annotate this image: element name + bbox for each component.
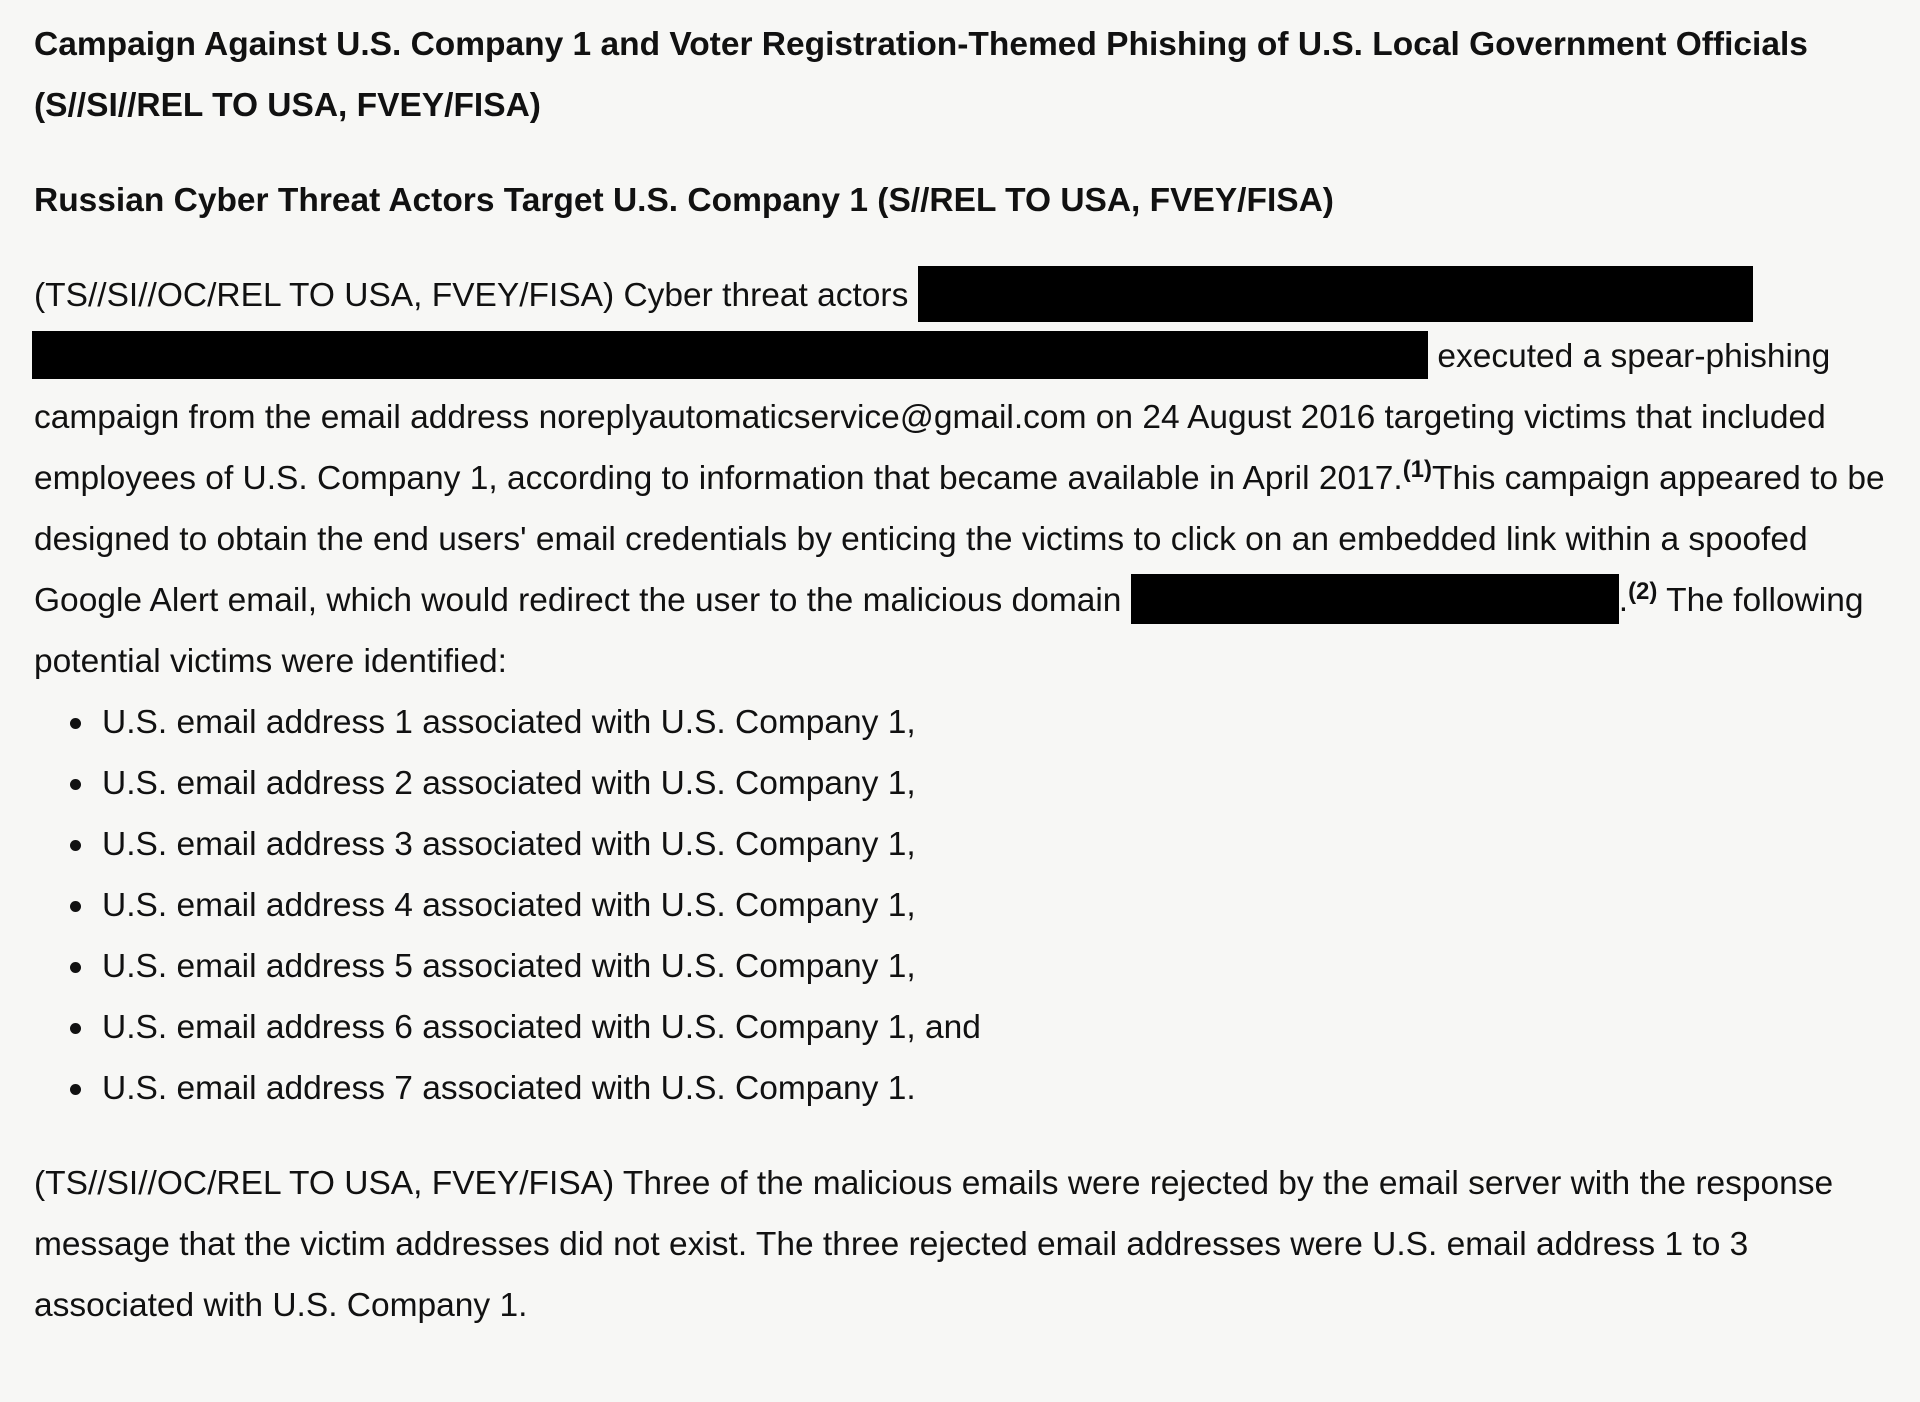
paragraph-1-part-1: (TS//SI//OC/REL TO USA, FVEY/FISA) Cyber threat actors xyxy=(34,277,909,314)
paragraph-1-part-2: executed a spear-phishing campaign from the email address noreplyautomaticservice@gmail.com on 24 August 2016 targeting victims that included employees of U.S. Company 1, according to information that became available in April 2017. xyxy=(34,338,1831,497)
section-heading: Campaign Against U.S. Company 1 and Voter Registration-Themed Phishing of U.S. Local Government Officials (S//SI//REL TO USA, FVEY/FISA) xyxy=(34,26,1808,124)
redaction-block-1 xyxy=(918,266,1753,322)
list-item-text: U.S. email address 7 associated with U.S. Company 1. xyxy=(102,1070,916,1107)
bullet-icon xyxy=(70,1084,81,1095)
list-item xyxy=(34,936,1894,997)
list-item-text: U.S. email address 3 associated with U.S. Company 1, xyxy=(102,826,916,863)
footnote-ref-1: (1) xyxy=(1402,456,1433,483)
paragraph-1-part-5: The following potential victims were identified: xyxy=(34,582,1864,680)
subsection-heading: Russian Cyber Threat Actors Target U.S. Company 1 (S//REL TO USA, FVEY/FISA) xyxy=(34,182,1334,219)
redaction-block-2 xyxy=(32,331,1428,379)
paragraph-1-part-3: This campaign appeared to be designed to obtain the end users' email credentials by enticing the victims to click on an embedded link within a spoofed Google Alert email, which would redirect the user to the malicious domain xyxy=(34,460,1885,619)
list-item-text: U.S. email address 4 associated with U.S. Company 1, xyxy=(102,887,916,924)
victim-list xyxy=(34,692,1894,1119)
bullet-icon xyxy=(70,718,81,729)
list-item-text: U.S. email address 2 associated with U.S. Company 1, xyxy=(102,765,916,802)
footnote-ref-2: (2) xyxy=(1628,578,1658,605)
paragraph-2: (TS//SI//OC/REL TO USA, FVEY/FISA) Three of the malicious emails were rejected by the email server with the response message that the victim addresses did not exist. The three rejected email addresses were U.S. email address 1 to 3 associated with U.S. Company 1. xyxy=(34,1165,1834,1324)
list-item xyxy=(34,997,1894,1058)
paragraph-1-part-4: . xyxy=(1618,582,1629,619)
paragraph-1 xyxy=(34,265,1894,692)
bullet-icon xyxy=(70,901,81,912)
redaction-block-3 xyxy=(1131,574,1619,624)
bullet-icon xyxy=(70,779,81,790)
document-body xyxy=(34,14,1894,1336)
bullet-icon xyxy=(70,962,81,973)
list-item xyxy=(34,692,1894,753)
list-item-text: U.S. email address 6 associated with U.S. Company 1, and xyxy=(102,1009,981,1046)
bullet-icon xyxy=(70,1023,81,1034)
list-item xyxy=(34,814,1894,875)
list-item xyxy=(34,753,1894,814)
bullet-icon xyxy=(70,840,81,851)
list-item-text: U.S. email address 1 associated with U.S. Company 1, xyxy=(102,704,916,741)
list-item xyxy=(34,1058,1894,1119)
list-item xyxy=(34,875,1894,936)
list-item-text: U.S. email address 5 associated with U.S. Company 1, xyxy=(102,948,916,985)
